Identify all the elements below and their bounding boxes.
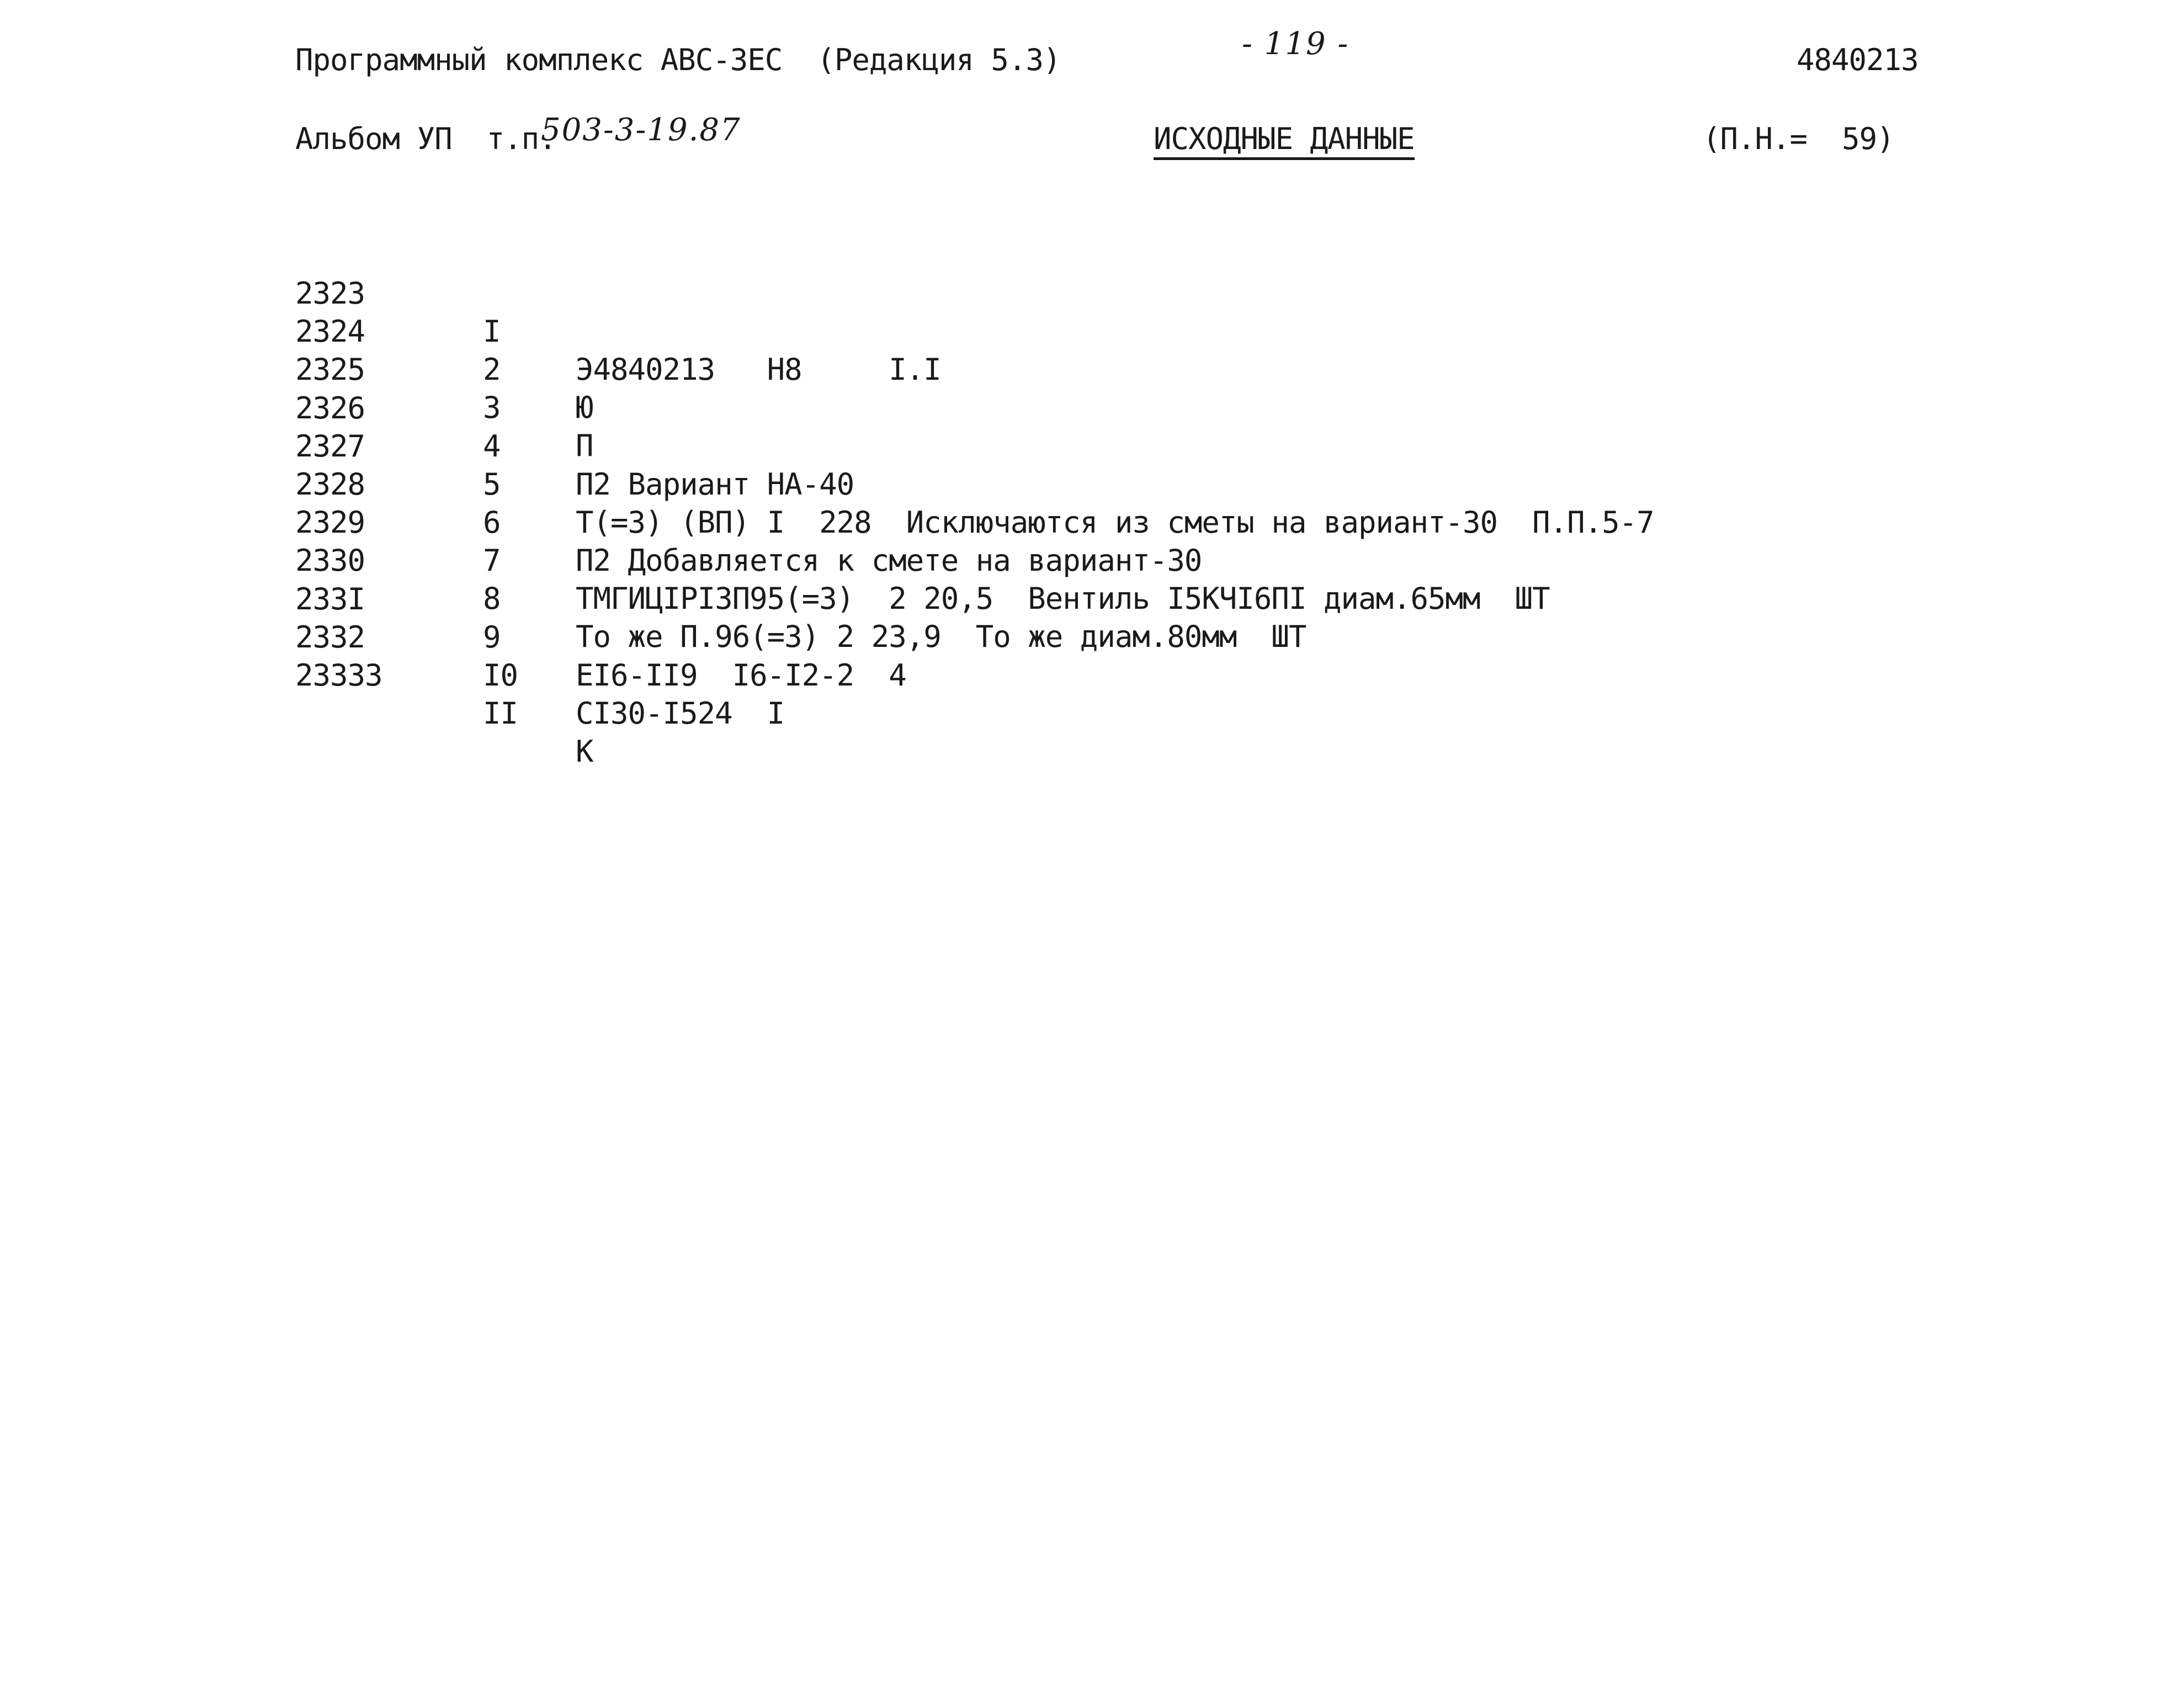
item-text: П2 Добавляется к смете на вариант-30 bbox=[576, 543, 1202, 578]
page-number: - 119 - bbox=[1242, 26, 1349, 62]
line-number: 2327 bbox=[295, 428, 365, 464]
item-number: II bbox=[483, 695, 518, 731]
item-number: 5 bbox=[483, 466, 501, 502]
item-number: 9 bbox=[483, 619, 501, 655]
item-text: ЕI6-II9 I6-I2-2 4 bbox=[576, 657, 906, 693]
item-text: К bbox=[576, 734, 593, 769]
doc-code: 4840213 bbox=[1797, 42, 1919, 77]
item-text: П2 Вариант НА-40 bbox=[576, 466, 854, 502]
item-text: Ю bbox=[576, 390, 593, 426]
program-header: Программный комплекс АВС-3ЕС (Редакция 5.3) bbox=[295, 42, 1061, 77]
line-number: 2325 bbox=[295, 352, 365, 387]
album-label: Альбом УП т.п. bbox=[295, 121, 556, 156]
line-number: 23333 bbox=[295, 657, 382, 693]
line-number: 2324 bbox=[295, 314, 365, 349]
item-number: 8 bbox=[483, 581, 501, 617]
item-text: ТМГИЦIРI3П95(=3) 2 20,5 Вентиль I5КЧI6ПI диам.65мм ШТ bbox=[576, 581, 1550, 617]
section-title: ИСХОДНЫЕ ДАННЫЕ bbox=[1154, 124, 1415, 160]
line-number: 2329 bbox=[295, 505, 365, 540]
line-number: 2328 bbox=[295, 466, 365, 502]
item-number: 7 bbox=[483, 543, 501, 578]
line-number: 2323 bbox=[295, 276, 365, 311]
line-number: 2332 bbox=[295, 619, 365, 655]
item-number: 6 bbox=[483, 504, 501, 540]
pn-value: (П.Н.= 59) bbox=[1703, 121, 1894, 156]
item-text: То же П.96(=3) 2 23,9 То же диам.80мм ШТ bbox=[576, 619, 1306, 655]
item-text: Э4840213 Н8 I.I bbox=[576, 352, 941, 387]
item-number: I bbox=[483, 314, 501, 349]
item-text: Т(=3) (ВП) I 228 Исключаются из сметы на вариант-30 П.П.5-7 bbox=[576, 504, 1654, 540]
item-number: I0 bbox=[483, 657, 518, 693]
line-number: 233I bbox=[295, 581, 365, 617]
item-number: 3 bbox=[483, 390, 501, 426]
item-text: СI30-I524 I bbox=[576, 695, 785, 731]
item-number: 4 bbox=[483, 428, 501, 464]
line-number: 2330 bbox=[295, 543, 365, 578]
item-number: 2 bbox=[483, 352, 501, 387]
project-number: 503-3-19.87 bbox=[541, 112, 741, 148]
line-number: 2326 bbox=[295, 390, 365, 426]
data-list bbox=[295, 236, 1951, 769]
item-text: П bbox=[576, 428, 593, 464]
